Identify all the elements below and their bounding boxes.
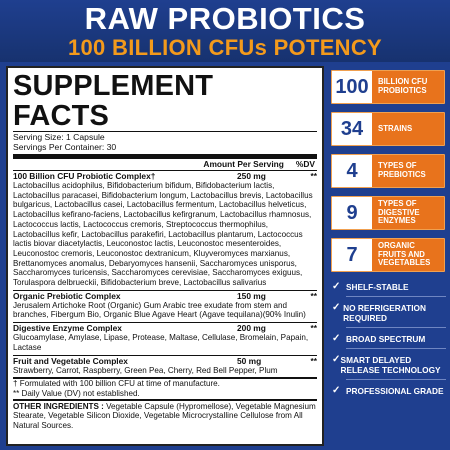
enzyme-row (13, 323, 317, 333)
feature-item: ✓ SMART DELAYED RELEASE TECHNOLOGY (332, 354, 441, 375)
servings-per-container: Servings Per Container: 30 (13, 142, 117, 152)
fruit-dv: ** (310, 355, 317, 366)
product-title: RAW PROBIOTICS (84, 1, 366, 36)
check-icon: ✓ (332, 302, 341, 313)
stat-cfu (331, 70, 445, 104)
fruit-name: Fruit and Vegetable Complex (13, 355, 128, 366)
stat-label: ORGANIC FRUITS AND VEGETABLES (372, 239, 444, 271)
footnote-formulated: † Formulated with 100 billion CFU at time of manufacture. (13, 379, 220, 389)
stat-number: 100 (332, 71, 372, 103)
stat-number: 9 (332, 197, 372, 229)
stat-enzymes (331, 196, 445, 230)
features-list (332, 282, 446, 403)
fruit-row (13, 356, 317, 366)
other-ingredients-text: Vegetable Capsule (Hypromellose), Vegetable Magnesium Stearate, Vegetable Silicon Dioxide, Vegetable Microcrystalline Cellulose from All Natural Sources. (13, 401, 316, 431)
fruit-list: Strawberry, Carrot, Raspberry, Green Pea, Cherry, Red Bell Pepper, Plum (13, 365, 278, 375)
amount-header: Amount Per Serving (203, 159, 284, 169)
other-ingredients (13, 401, 317, 431)
prebiotic-amount: 150 mg (237, 290, 266, 301)
stat-prebiotics (331, 154, 445, 188)
supplement-facts-panel (6, 66, 324, 446)
check-icon: ✓ (332, 281, 341, 292)
product-subtitle: 100 BILLION CFUs POTENCY (67, 35, 383, 60)
enzyme-name: Digestive Enzyme Complex (13, 323, 122, 334)
enzyme-dv: ** (310, 323, 317, 334)
enzyme-list: Glucoamylase, Amylase, Lipase, Protease, Maltase, Cellulase, Bromelain, Papain, Lactase (13, 333, 309, 352)
stat-label: BILLION CFU PROBIOTICS (372, 71, 444, 103)
facts-title: SUPPLEMENT FACTS (13, 70, 214, 132)
stat-number: 4 (332, 155, 372, 187)
serving-size: Serving Size: 1 Capsule (13, 132, 105, 142)
dv-header: %DV (295, 159, 315, 169)
fruit-amount: 50 mg (237, 355, 262, 366)
check-icon: ✓ (332, 333, 341, 344)
probiotic-list: Lactobacillus acidophilus, Bifidobacterium bifidum, Bifidobacterium lactis, Lactobacillus paracasei, Bifidobacterium longum, Lactobacillus brevis, Lactobacillus bulgaricus, Lactobacillus casei, Lactobacillus fermentum, Lactobacillus helveticus, Lactobacillus kefirano-faciens, Lactobacillus kefirgranum, Lactobacillus rhamnosus, Lactococcus lactis, Lactococcus cremoris, Streptococcus thermophilus, Lactobacillus kefir, Lactobacillus parakefiri, Lactobacillus plantarum, Lactococcus lactis biovar diacetylactis, Leuconostoc lactis, Leuconostoc mesenteroides, Leuconostoc cremoris, Leuconostoc dextranicum, Kluyveromyces marxianus, Brettanomyces anomalus, Debaryomyces hansenii, Saccharomyces unisporus, Saccharomyces turicensis, Saccharomyces cerevisiae, Saccharomyces exiguus, Torulaspora delbrueckii, Bifidobacterium breve, Lactobacillus salivarius (13, 181, 313, 288)
header-banner (0, 0, 450, 62)
stat-number: 7 (332, 239, 372, 271)
probiotic-amount: 250 mg (237, 171, 266, 181)
probiotic-name: 100 Billion CFU Probiotic Complex† (13, 171, 156, 181)
stat-label: TYPES OF PREBIOTICS (372, 155, 444, 187)
check-icon: ✓ (332, 385, 341, 396)
stat-number: 34 (332, 113, 372, 145)
footnote-daily-value: ** Daily Value (DV) not established. (13, 388, 140, 398)
stats-column (331, 70, 445, 280)
probiotic-dv: ** (310, 171, 317, 181)
feature-item: ✓ SHELF-STABLE (332, 281, 409, 292)
prebiotic-list: Jerusalem Artichoke Root (Organic) Gum Arabic tree exudate from stem and branches, Fibergum Bio, Organic Blue Agave Heart (Agave tequilana)(90% Inulin) (13, 300, 306, 320)
probiotic-row (13, 171, 317, 181)
prebiotic-row (13, 291, 317, 301)
stat-fruits (331, 238, 445, 272)
prebiotic-dv: ** (310, 290, 317, 301)
stat-label: TYPES OF DIGESTIVE ENZYMES (372, 197, 444, 229)
feature-item: ✓ PROFESSIONAL GRADE (332, 385, 444, 396)
feature-item: ✓ NO REFRIGERATION REQUIRED (332, 302, 426, 323)
enzyme-amount: 200 mg (237, 323, 266, 334)
facts-column-header (13, 159, 317, 170)
feature-item: ✓ BROAD SPECTRUM (332, 333, 426, 344)
other-ingredients-label: OTHER INGREDIENTS : (13, 401, 104, 411)
stat-label: STRAINS (372, 113, 444, 145)
check-icon: ✓ (332, 354, 341, 365)
stat-strains (331, 112, 445, 146)
prebiotic-name: Organic Prebiotic Complex (13, 290, 121, 301)
